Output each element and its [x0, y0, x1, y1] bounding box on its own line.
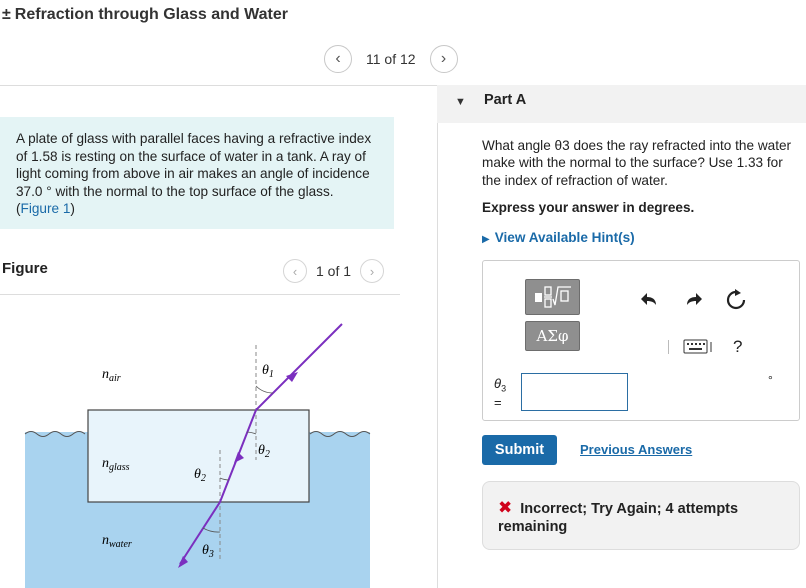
- hint-arrow-icon: ▶: [482, 234, 490, 245]
- figure-divider: [0, 294, 400, 295]
- figure-link-close: ): [70, 201, 75, 216]
- previous-answers-link[interactable]: Previous Answers: [580, 442, 693, 457]
- prev-problem-button[interactable]: ‹: [324, 45, 352, 73]
- answer-instruction: Express your answer in degrees.: [482, 200, 695, 215]
- figure-link[interactable]: Figure 1: [20, 201, 71, 216]
- view-hints-link[interactable]: [482, 230, 635, 245]
- submit-button[interactable]: Submit: [482, 435, 557, 465]
- incorrect-x-icon: ✖: [498, 498, 513, 517]
- collapse-triangle-icon: ▼: [455, 96, 466, 108]
- problem-statement: [0, 117, 394, 229]
- problem-text: A plate of glass with parallel faces having a refractive index of 1.58 is resting on the surface of water in a tank. A ray of light coming from above in air makes an angle of incidence 37.0 ° with the normal to the top surface of the glass.: [16, 131, 372, 199]
- undo-icon[interactable]: [640, 290, 660, 315]
- label-theta3: $\theta_3$: [202, 543, 214, 560]
- keyboard-icon[interactable]: [683, 339, 713, 360]
- figure-link-open: (: [16, 201, 21, 216]
- refraction-diagram: [0, 300, 400, 588]
- arc-theta1: [256, 386, 273, 393]
- templates-button[interactable]: [525, 279, 580, 315]
- redo-icon[interactable]: [683, 290, 703, 315]
- next-figure-button[interactable]: ›: [360, 259, 384, 283]
- plus-minus-icon: ±: [2, 6, 11, 23]
- problem-count: 11 of 12: [366, 51, 416, 67]
- hint-label: View Available Hint(s): [494, 230, 635, 245]
- symbols-button[interactable]: ΑΣφ: [525, 321, 580, 351]
- prev-figure-button[interactable]: ‹: [283, 259, 307, 283]
- figure-heading: Figure: [2, 260, 48, 277]
- unit-degree: °: [768, 373, 773, 387]
- answer-variable-label: $\theta_3$ =: [494, 376, 507, 410]
- answer-input[interactable]: [521, 373, 628, 411]
- title-text: Refraction through Glass and Water: [14, 6, 288, 23]
- toolbar-separator: [668, 340, 669, 354]
- label-theta1: $\theta_1$: [262, 363, 274, 380]
- question-text: What angle θ3 does the ray refracted into the water make with the normal to the surface? Use 1.33 for the index of refraction of water.: [482, 138, 792, 188]
- figure-pager: [283, 259, 384, 283]
- next-problem-button[interactable]: ›: [430, 45, 458, 73]
- label-theta2-top: $\theta_2$: [258, 443, 270, 460]
- part-label: Part A: [484, 92, 527, 108]
- label-theta2-bottom: $\theta_2$: [194, 467, 206, 484]
- reset-icon[interactable]: [725, 289, 747, 316]
- feedback-text: Incorrect; Try Again; 4 attempts remaining: [498, 501, 739, 535]
- figure-count: 1 of 1: [316, 263, 352, 279]
- label-n-glass: $n_{glass}$: [102, 456, 130, 473]
- problem-pager: [324, 45, 458, 73]
- part-a-header[interactable]: [437, 85, 806, 123]
- feedback-message: [482, 481, 800, 550]
- glass-plate: [88, 410, 309, 502]
- header-divider: [0, 85, 437, 86]
- label-n-water: $n_{water}$: [102, 533, 132, 550]
- help-button[interactable]: ?: [733, 337, 743, 356]
- fraction-sqrt-icon: [533, 285, 573, 309]
- label-n-air: $n_{air}$: [102, 367, 121, 384]
- page-title: [2, 6, 288, 24]
- column-divider: [437, 85, 438, 588]
